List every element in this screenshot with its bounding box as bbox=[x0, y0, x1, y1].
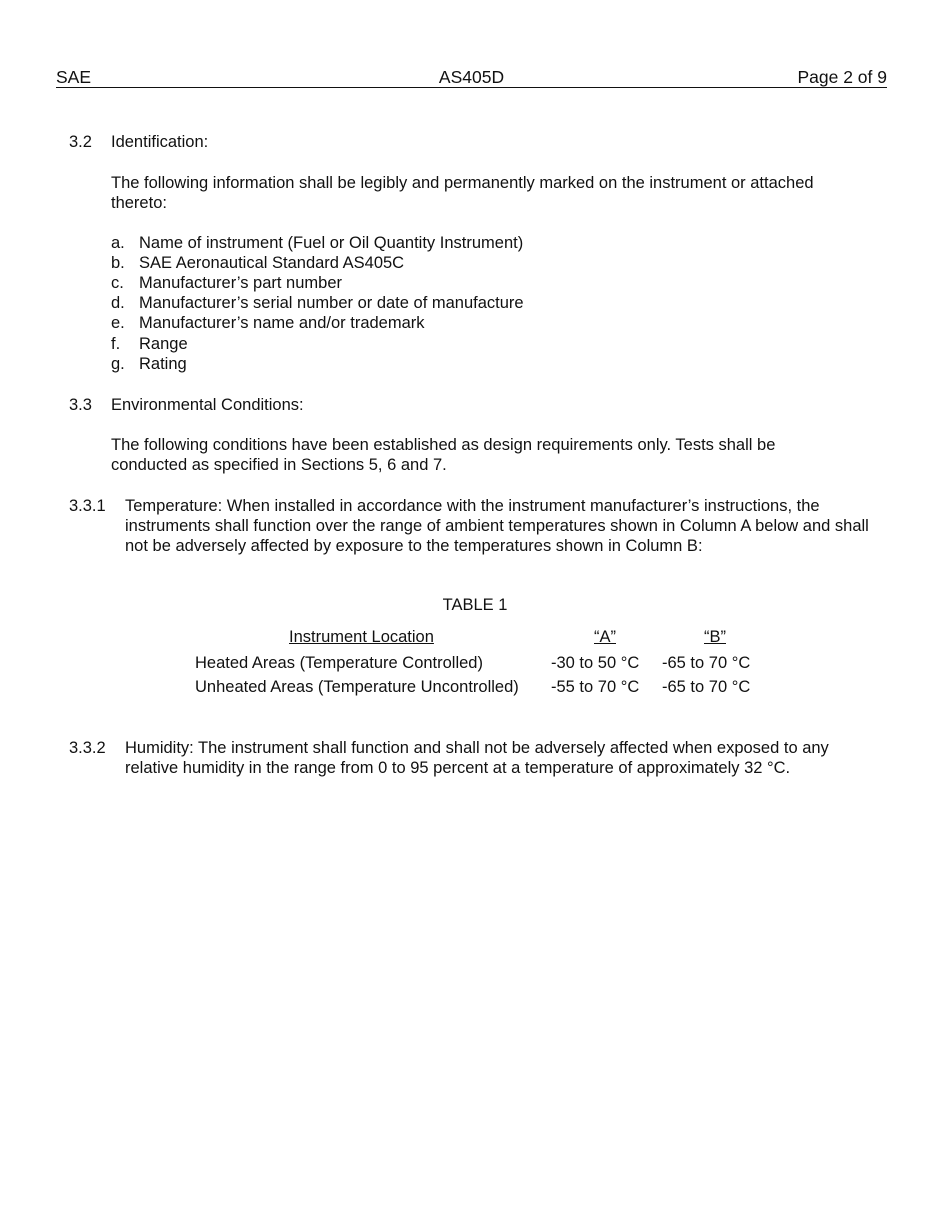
list-item: Manufacturer’s part number bbox=[139, 274, 342, 292]
list-item-letter: f. bbox=[111, 335, 121, 353]
section-3-2-intro: The following information shall be legibly and permanently marked on the instrument or attached thereto: bbox=[111, 174, 814, 212]
table-title: TABLE 1 bbox=[442, 596, 508, 614]
header-org: SAE bbox=[56, 67, 92, 87]
table-cell: Unheated Areas (Temperature Uncontrolled) bbox=[195, 678, 519, 696]
section-3-3-intro: The following conditions have been established as design requirements only. Tests shall be conducted as specified in Sections 5, 6 and 7. bbox=[111, 436, 776, 474]
list-item-letter: g. bbox=[111, 355, 125, 373]
header-doc-number: AS405D bbox=[438, 67, 505, 87]
list-item: Range bbox=[139, 335, 188, 353]
section-3-2-number: 3.2 bbox=[69, 133, 92, 151]
section-3-3-2-text: Humidity: The instrument shall function and shall not be adversely affected when exposed to any relative humidity in the range from 0 to 95 percent at a temperature of approximately 32 °C. bbox=[125, 739, 829, 777]
section-3-3-1-number: 3.3.1 bbox=[69, 497, 106, 515]
list-item-letter: d. bbox=[111, 294, 125, 312]
table-cell: Heated Areas (Temperature Controlled) bbox=[195, 654, 483, 672]
section-3-2-title: Identification: bbox=[111, 133, 209, 151]
table-header-col-b: “B” bbox=[704, 628, 726, 646]
list-item: Manufacturer’s serial number or date of manufacture bbox=[139, 294, 524, 312]
table-header-location: Instrument Location bbox=[289, 628, 434, 646]
table-cell: -65 to 70 °C bbox=[662, 678, 751, 696]
list-item: Name of instrument (Fuel or Oil Quantity Instrument) bbox=[139, 234, 524, 252]
list-item-letter: a. bbox=[111, 234, 125, 252]
header-page-number: Page 2 of 9 bbox=[797, 67, 887, 87]
section-3-3-title: Environmental Conditions: bbox=[111, 396, 304, 414]
list-item-letter: e. bbox=[111, 314, 125, 332]
section-3-3-1-text: Temperature: When installed in accordance with the instrument manufacturer’s instructions, the instruments shall function over the range of ambient temperatures shown in Column A below and shall not be adversely affected by exposure to the temperatures shown in Column B: bbox=[125, 497, 869, 555]
table-cell: -55 to 70 °C bbox=[551, 678, 640, 696]
list-item: Manufacturer’s name and/or trademark bbox=[139, 314, 425, 332]
table-header-col-a: “A” bbox=[594, 628, 616, 646]
list-item: SAE Aeronautical Standard AS405C bbox=[139, 254, 405, 272]
page-header bbox=[56, 67, 887, 88]
section-3-3-number: 3.3 bbox=[69, 396, 92, 414]
table-cell: -30 to 50 °C bbox=[551, 654, 640, 672]
table-cell: -65 to 70 °C bbox=[662, 654, 751, 672]
section-3-3-2-number: 3.3.2 bbox=[69, 739, 106, 757]
list-item: Rating bbox=[139, 355, 187, 373]
list-item-letter: c. bbox=[111, 274, 124, 292]
list-item-letter: b. bbox=[111, 254, 125, 272]
